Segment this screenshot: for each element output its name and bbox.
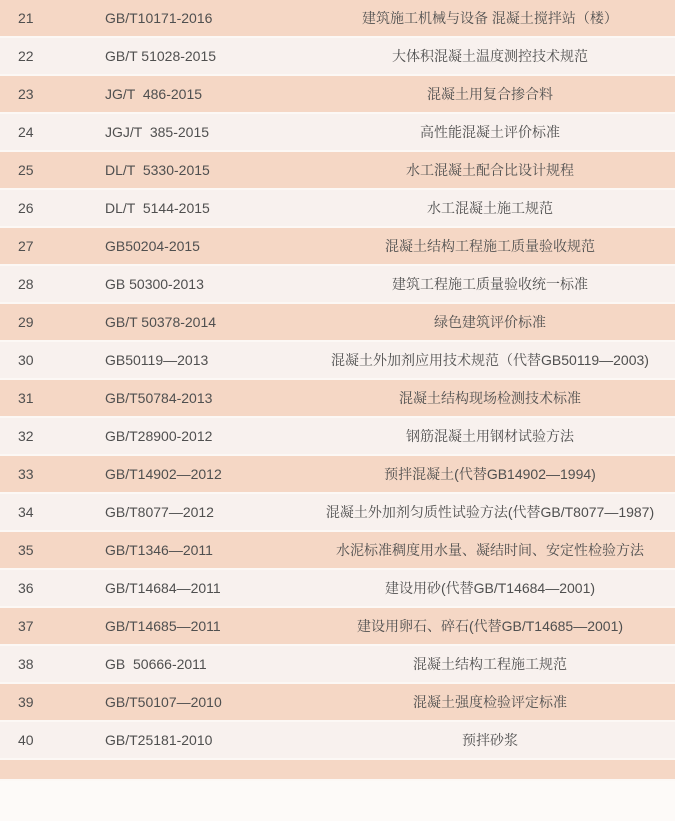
- standard-name-cell: 混凝土结构工程施工质量验收规范: [385, 238, 595, 254]
- row-number-cell: 23: [18, 86, 34, 102]
- table-row: [0, 684, 675, 722]
- row-number-cell: 39: [18, 694, 34, 710]
- standard-name-cell: 建设用砂(代替GB/T14684—2001): [384, 580, 596, 596]
- row-number-cell: 28: [18, 276, 34, 292]
- table-row: [0, 380, 675, 418]
- table-row: [0, 646, 675, 684]
- row-number-cell: 32: [18, 428, 34, 444]
- standard-code-cell: GB/T 50378-2014: [105, 314, 217, 330]
- standard-code-cell: GB/T50107—2010: [105, 694, 222, 710]
- table-row: [0, 570, 675, 608]
- row-number-cell: 27: [18, 238, 34, 254]
- table-row: [0, 38, 675, 76]
- standard-code-cell: DL/T 5144-2015: [105, 200, 210, 216]
- standard-name-cell: 预拌砂浆: [462, 732, 518, 748]
- row-number-cell: 29: [18, 314, 34, 330]
- row-number-cell: 31: [18, 390, 34, 406]
- standard-code-cell: GB50119—2013: [105, 352, 209, 368]
- table-row: [0, 114, 675, 152]
- row-number-cell: 37: [18, 618, 34, 634]
- standard-name-cell: 水泥标准稠度用水量、凝结时间、安定性检验方法: [336, 542, 644, 558]
- table-row: [0, 608, 675, 646]
- standard-code-cell: GB/T50784-2013: [105, 390, 213, 406]
- table-row: [0, 76, 675, 114]
- standard-code-cell: GB/T28900-2012: [105, 428, 213, 444]
- standard-code-cell: GB/T8077—2012: [105, 504, 214, 520]
- standard-code-cell: JGJ/T 385-2015: [105, 124, 210, 140]
- partial-next-row: [0, 760, 675, 781]
- table-row: [0, 532, 675, 570]
- row-number-cell: 38: [18, 656, 34, 672]
- table-row: [0, 418, 675, 456]
- standard-code-cell: GB/T14685—2011: [105, 618, 221, 634]
- standard-name-cell: 混凝土外加剂匀质性试验方法(代替GB/T8077—1987): [325, 504, 655, 520]
- standard-name-cell: 建设用卵石、碎石(代替GB/T14685—2001): [356, 618, 624, 634]
- standard-name-cell: 高性能混凝土评价标准: [420, 124, 560, 140]
- standard-code-cell: GB/T25181-2010: [105, 732, 213, 748]
- standard-code-cell: GB/T 51028-2015: [105, 48, 217, 64]
- standard-name-cell: 混凝土外加剂应用技术规范（代替GB50119—2003): [331, 352, 649, 368]
- standard-name-cell: 混凝土强度检验评定标准: [413, 694, 567, 710]
- standard-code-cell: DL/T 5330-2015: [105, 162, 210, 178]
- row-number-cell: 30: [18, 352, 34, 368]
- standard-name-cell: 建筑工程施工质量验收统一标准: [392, 276, 588, 292]
- row-number-cell: 24: [18, 124, 34, 140]
- row-number-cell: 35: [18, 542, 34, 558]
- standard-name-cell: 混凝土用复合掺合料: [427, 86, 553, 102]
- table-row: [0, 342, 675, 380]
- standard-name-cell: 绿色建筑评价标准: [434, 314, 546, 330]
- standard-name-cell: 建筑施工机械与设备 混凝土搅拌站（楼）: [362, 10, 618, 26]
- row-number-cell: 22: [18, 48, 34, 64]
- table-row: [0, 228, 675, 266]
- table-row: [0, 152, 675, 190]
- row-number-cell: 25: [18, 162, 34, 178]
- row-number-cell: 21: [18, 10, 34, 26]
- row-number-cell: 36: [18, 580, 34, 596]
- table-row: [0, 456, 675, 494]
- standard-code-cell: JG/T 486-2015: [105, 86, 203, 102]
- table-row: [0, 722, 675, 760]
- standard-code-cell: GB/T14902—2012: [105, 466, 222, 482]
- standard-code-cell: GB50204-2015: [105, 238, 200, 254]
- standard-code-cell: GB 50300-2013: [105, 276, 204, 292]
- row-number-cell: 26: [18, 200, 34, 216]
- standard-name-cell: 钢筋混凝土用钢材试验方法: [406, 428, 574, 444]
- row-number-cell: 34: [18, 504, 34, 520]
- standard-code-cell: GB/T14684—2011: [105, 580, 221, 596]
- row-number-cell: 33: [18, 466, 34, 482]
- table-row: [0, 0, 675, 38]
- standard-name-cell: 水工混凝土施工规范: [427, 200, 553, 216]
- table-row: [0, 494, 675, 532]
- table-row: [0, 266, 675, 304]
- row-number-cell: 40: [18, 732, 34, 748]
- standard-code-cell: GB 50666-2011: [105, 656, 207, 672]
- standard-name-cell: 大体积混凝土温度测控技术规范: [392, 48, 588, 64]
- standard-name-cell: 混凝土结构工程施工规范: [413, 656, 567, 672]
- table-row: [0, 190, 675, 228]
- standard-code-cell: GB/T1346—2011: [105, 542, 213, 558]
- standard-code-cell: GB/T10171-2016: [105, 10, 213, 26]
- standard-name-cell: 预拌混凝土(代替GB14902—1994): [384, 466, 596, 482]
- standard-name-cell: 混凝土结构现场检测技术标准: [399, 390, 581, 406]
- standard-name-cell: 水工混凝土配合比设计规程: [406, 162, 574, 178]
- table-row: [0, 304, 675, 342]
